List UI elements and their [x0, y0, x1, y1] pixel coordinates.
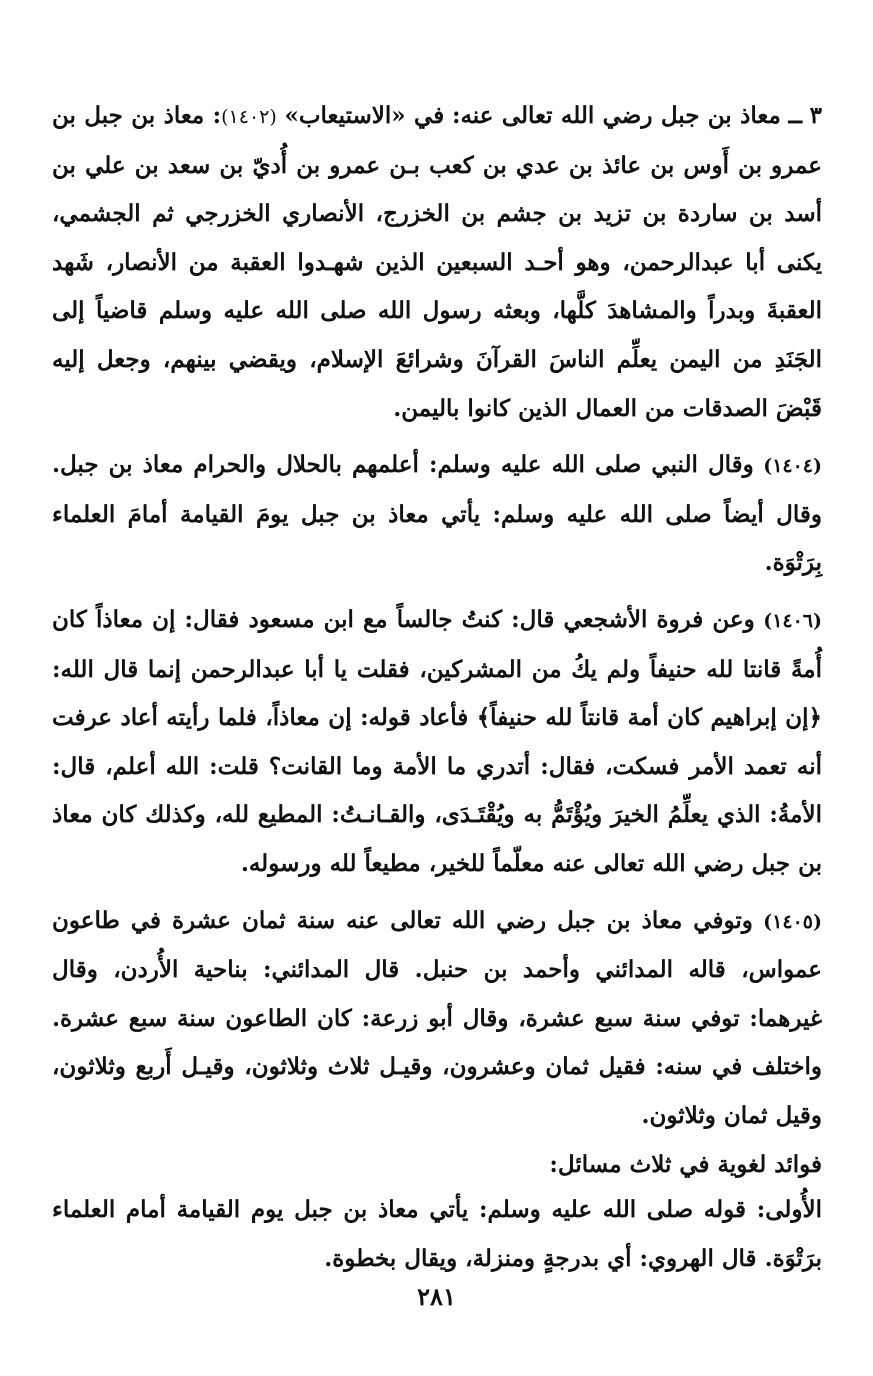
paragraph-text: وتوفي معاذ بن جبل رضي الله تعالى عنه سنة ثمان عشرة في طاعون عمواس، قاله المدائني وأحمد بن حنبل. قال المدائني: بناحية الأُردن، وقال غيرهما: توفي سنة سبع عشرة، وقال أبو زرعة: كان الطاعون سنة سبع عشرة. واختلف في سنه: فقيل ثمان وعشرون، وقيـل ثلاث وثلاثون، وقيـل أَربع وثلاثون، وقيل ثمان وثلاثون. [52, 906, 822, 1129]
paragraph-ref: (١٤٠٥) [763, 910, 822, 933]
entry-paragraph [52, 92, 822, 433]
paragraph-ref: (١٤٠٦) [763, 609, 823, 632]
entry-number: ٣ [809, 102, 823, 129]
page-content [52, 92, 822, 1284]
page-number: ٢٨١ [417, 1282, 456, 1311]
benefit-first-text: : قوله صلى الله عليه وسلم: يأتي معاذ بن جبل يوم القيامة أمام العلماء برَتْوَة. قال الهروي: أي بدرجةٍ ومنزلة، ويقال بخطوة. [52, 1196, 822, 1273]
entry-body: : معاذ بن جبل بن عمرو بن أَوس بن عائذ بن عدي بن كعب بـن عمرو بن أُديّ بن سعد بن علي بن أسد بن ساردة بن تزيد بن جشم بن الخزرج، الأنصاري الخزرجي ثم الجشمي، يكنى أبا عبدالرحمن، وهو أحـد السبعين الذين شهـدوا العقبة من الأنصار، شَهد العقبةَ وبدراً والمشاهدَ كلَّها، وبعثه رسول الله صلى الله عليه وسلم قاضياً إلى الجَنَدِ من اليمن يعلِّم الناسَ القرآنَ وشرائعَ الإسلام، ويقضي بينهم، وجعل إليه قَبْضَ الصدقات من العمال الذين كانوا باليمن. [52, 102, 822, 422]
entry-title-colon: : [451, 102, 461, 129]
entry-source-prefix: في «الاستيعاب» [284, 102, 445, 129]
hadith-paragraph-1405 [52, 897, 822, 1141]
entry-title: معاذ بن جبل رضي الله تعالى عنه [460, 102, 781, 129]
hadith-paragraph-1404 [52, 441, 822, 588]
paragraph-ref: (١٤٠٤) [763, 455, 823, 478]
hadith-paragraph-1406 [52, 596, 822, 889]
entry-dash: ــ [788, 102, 802, 129]
paragraph-text: وقال النبي صلى الله عليه وسلم: أعلمهم بالحلال والحرام معاذ بن جبل. وقال أيضاً صلى الله عليه وسلم: يأتي معاذ بن جبل يومَ القيامة أمامَ العلماء بِرَتْوَة. [52, 451, 822, 577]
entry-source-ref: (١٤٠٢) [221, 106, 277, 128]
quran-quote: ﴿إن إبراهيم كان أمة قانتاً لله حنيفاً﴾ [476, 704, 822, 732]
paragraph-text-after-quote: فأعاد قوله: إن معاذاً، فلما رأيته أعاد عرفت أنه تعمد الأمر فسكت، فقال: أتدري ما الأمة وما القانت؟ قلت: الله أعلم، قال: الأمةُ: الذي يعلِّمُ الخيرَ ويُؤْتَمُّ به ويُقْتَـدَى، والقـانـتُ: المطيع لله، وكذلك كان معاذ بن جبل رضي الله تعالى عنه معلّماً للخير، مطيعاً لله ورسوله. [52, 704, 822, 877]
benefit-first-label: الأُولى [765, 1196, 822, 1224]
benefit-first-paragraph [52, 1186, 822, 1283]
benefits-heading: فوائد لغوية في ثلاث مسائل: [549, 1151, 822, 1179]
paragraph-text-before-quote: وعن فروة الأشجعي قال: كنتُ جالساً مع ابن مسعود فقال: إن معاذاً كان أُمةً قانتا لله حنيفاً ولم يكُ من المشركين، فقلت يا أبا عبدالرحمن إنما قال الله: [52, 605, 822, 683]
